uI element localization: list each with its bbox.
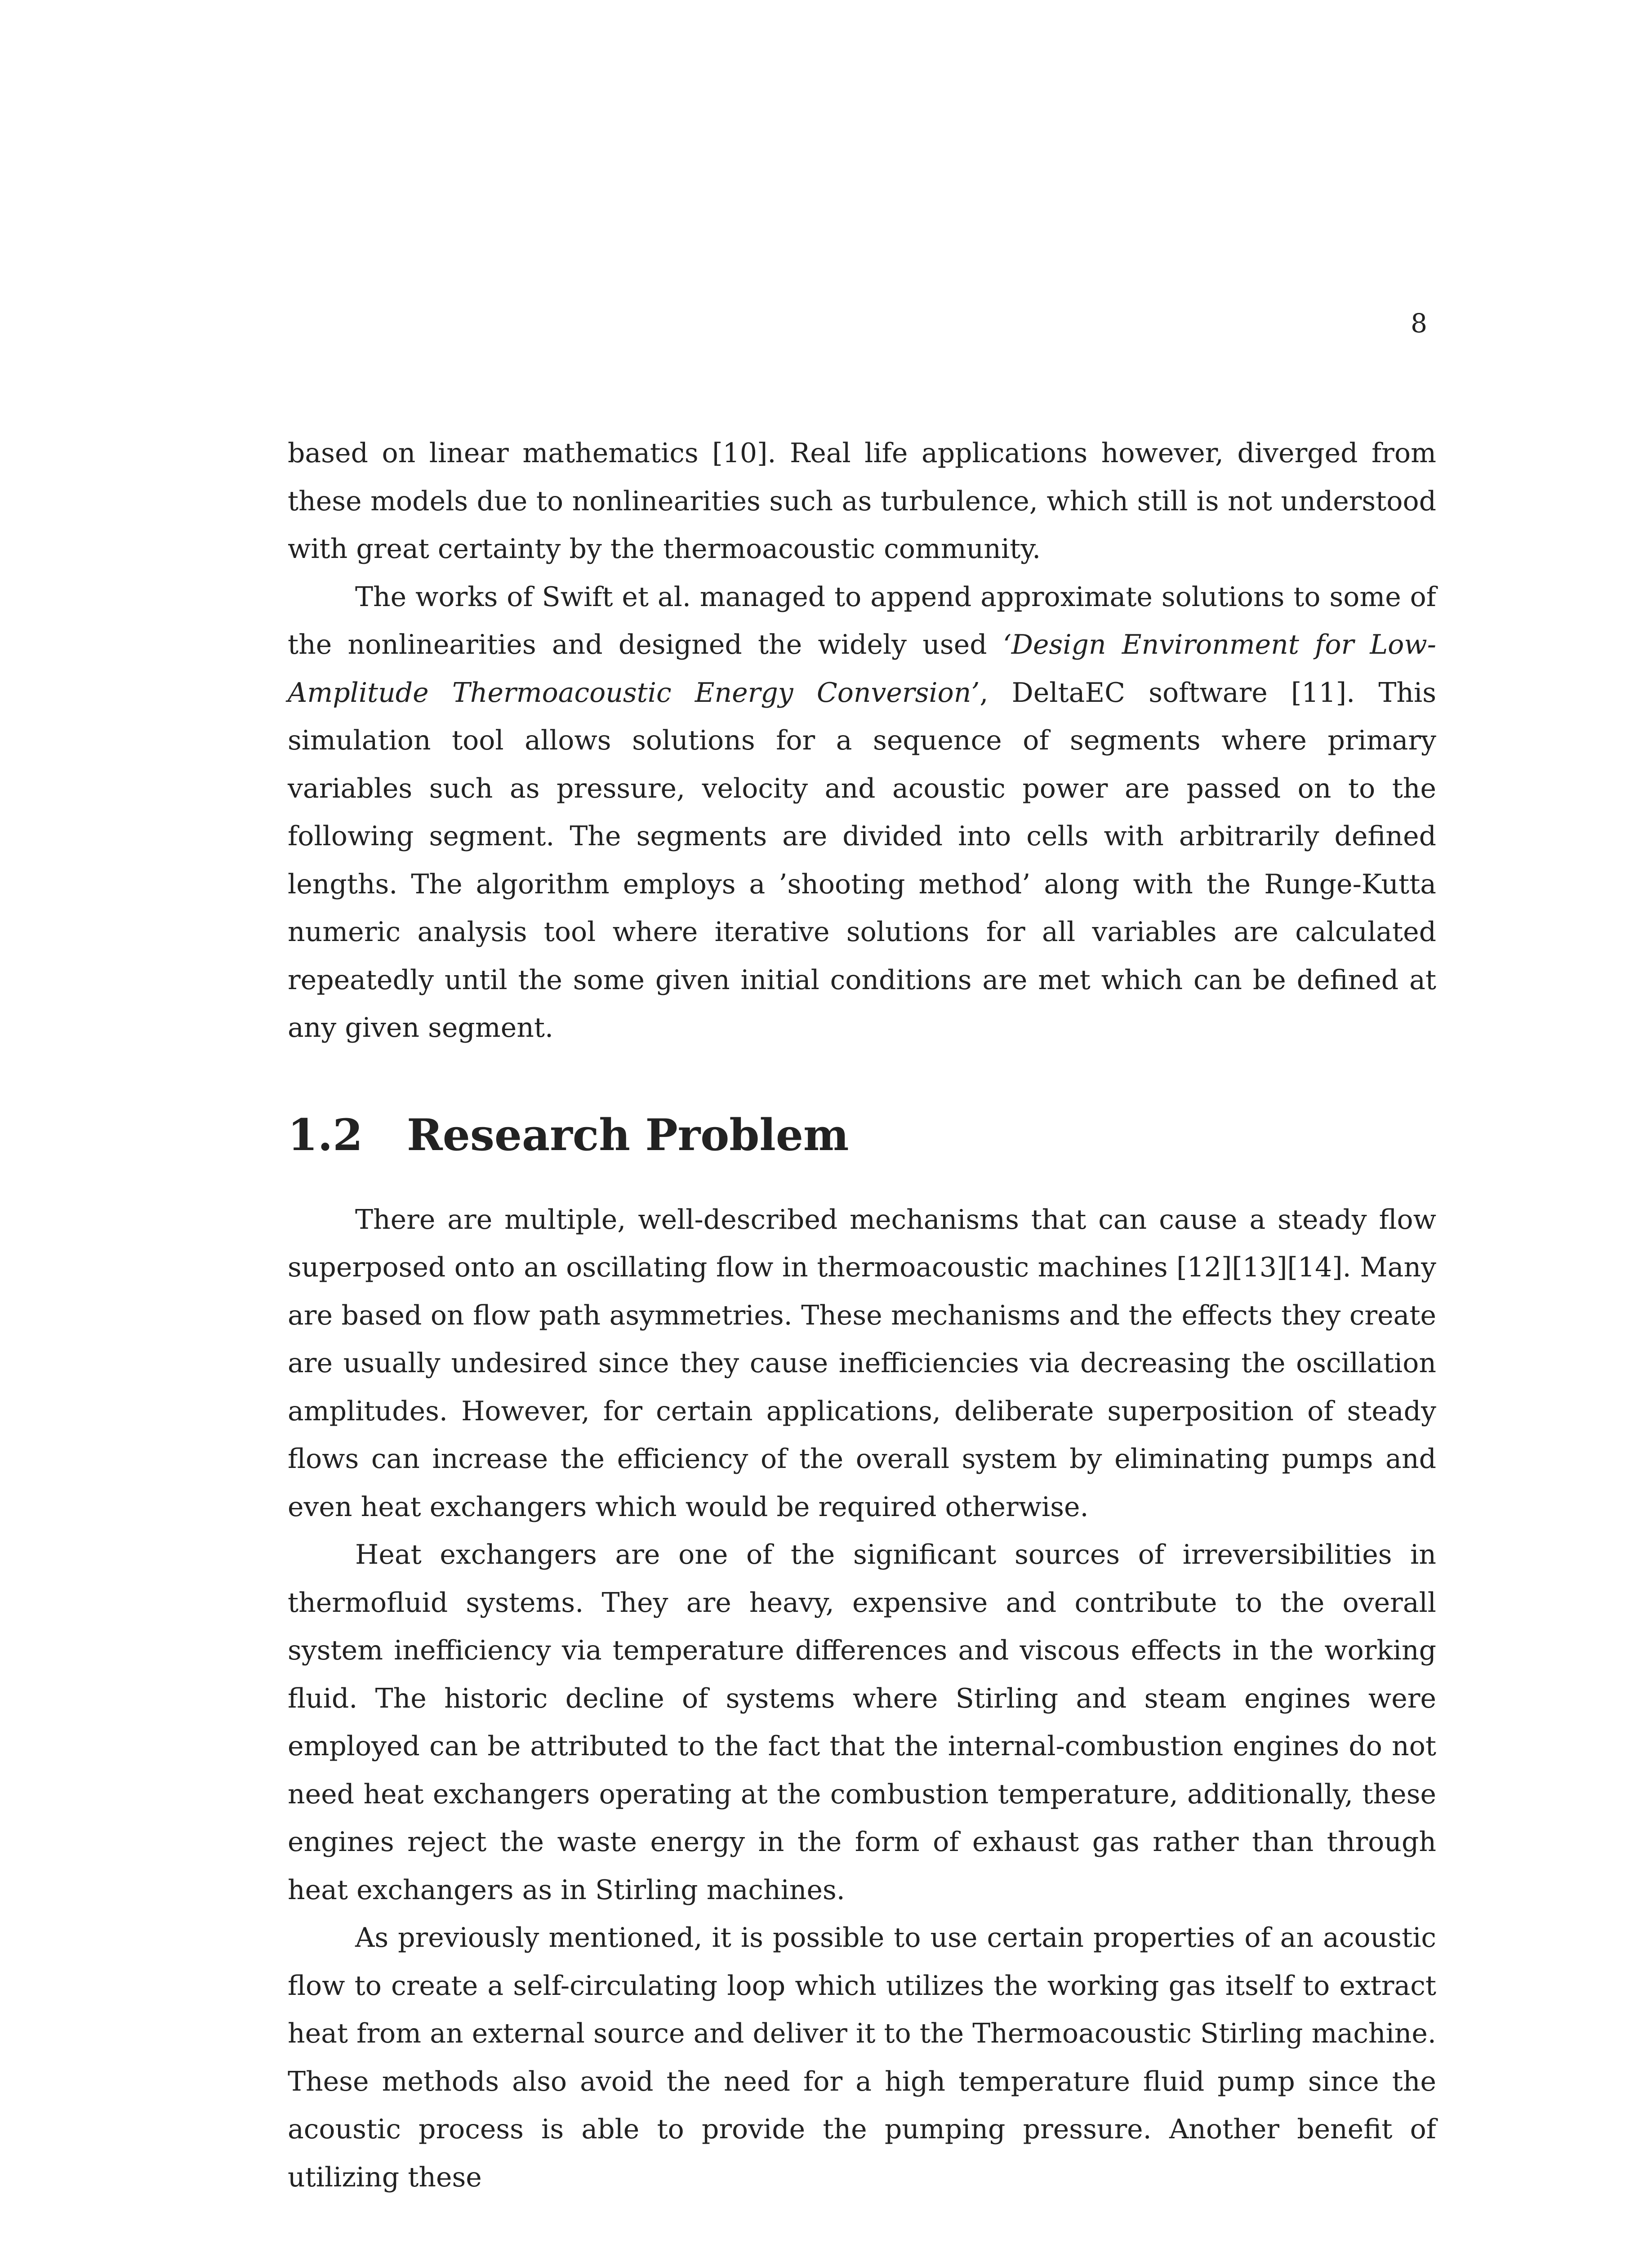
paragraph-text: , DeltaEC software [11]. This simulation tool allows solutions for a sequence of segments where primary variables such as pressure, velocity and acoustic power are passed on to the following segment. The segments are divided into cells with arbitrarily defined lengths. The algorithm employs a ’shooting method’ along with the Runge-Kutta numeric analysis tool where iterative solutions for all variables are calculated repeatedly until the some given initial conditions are met which can be defined at any given segment. <box>288 677 1436 1044</box>
paragraph-steady-flow: There are multiple, well-described mechanisms that can cause a steady flow superposed onto an oscillating flow in thermoacoustic machines [12][13][14]. Many are based on flow path asymmetries. These mechanisms and the effects they create are usually undesired since they cause inefficiencies via decreasing the oscillation amplitudes. However, for certain applications, deliberate superposition of steady flows can increase the efficiency of the overall system by eliminating pumps and even heat exchangers which would be required otherwise. <box>288 1204 1436 1523</box>
page-body <box>288 429 1436 2201</box>
paragraph-deltaec <box>288 573 1436 1052</box>
paragraph-heat-exchangers: Heat exchangers are one of the significant sources of irreversibilities in thermofluid systems. They are heavy, expensive and contribute to the overall system inefficiency via temperature differences and viscous effects in the working fluid. The historic decline of systems where Stirling and steam engines were employed can be attributed to the fact that the internal-combustion engines do not need heat exchangers operating at the combustion temperature, additionally, these engines reject the waste energy in the form of exhaust gas rather than through heat exchangers as in Stirling machines. <box>288 1539 1436 1906</box>
paragraph-text: The works of Swift et al. managed to append approximate solutions to some of the nonlinearities and designed the widely used <box>288 581 1436 660</box>
italic-software-title: ‘Design Environment for Low-Amplitude Thermoacoustic Energy Conversion’ <box>288 629 1436 709</box>
section-heading <box>288 1109 1436 1161</box>
section-number: 1.2 <box>288 1109 363 1160</box>
page-number: 8 <box>1411 308 1427 339</box>
paragraph-self-circulating-loop: As previously mentioned, it is possible to use certain properties of an acoustic flow to create a self-circulating loop which utilizes the working gas itself to extract heat from an external source and deliver it to the Thermoacoustic Stirling machine. These methods also avoid the need for a high temperature fluid pump since the acoustic process is able to provide the pumping pressure. Another benefit of utilizing these <box>288 1922 1436 2193</box>
section-title: Research Problem <box>407 1109 849 1160</box>
paragraph-continuation: based on linear mathematics [10]. Real life applications however, diverged from these models due to nonlinearities such as turbulence, which still is not understood with great certainty by the thermoacoustic community. <box>288 437 1436 565</box>
